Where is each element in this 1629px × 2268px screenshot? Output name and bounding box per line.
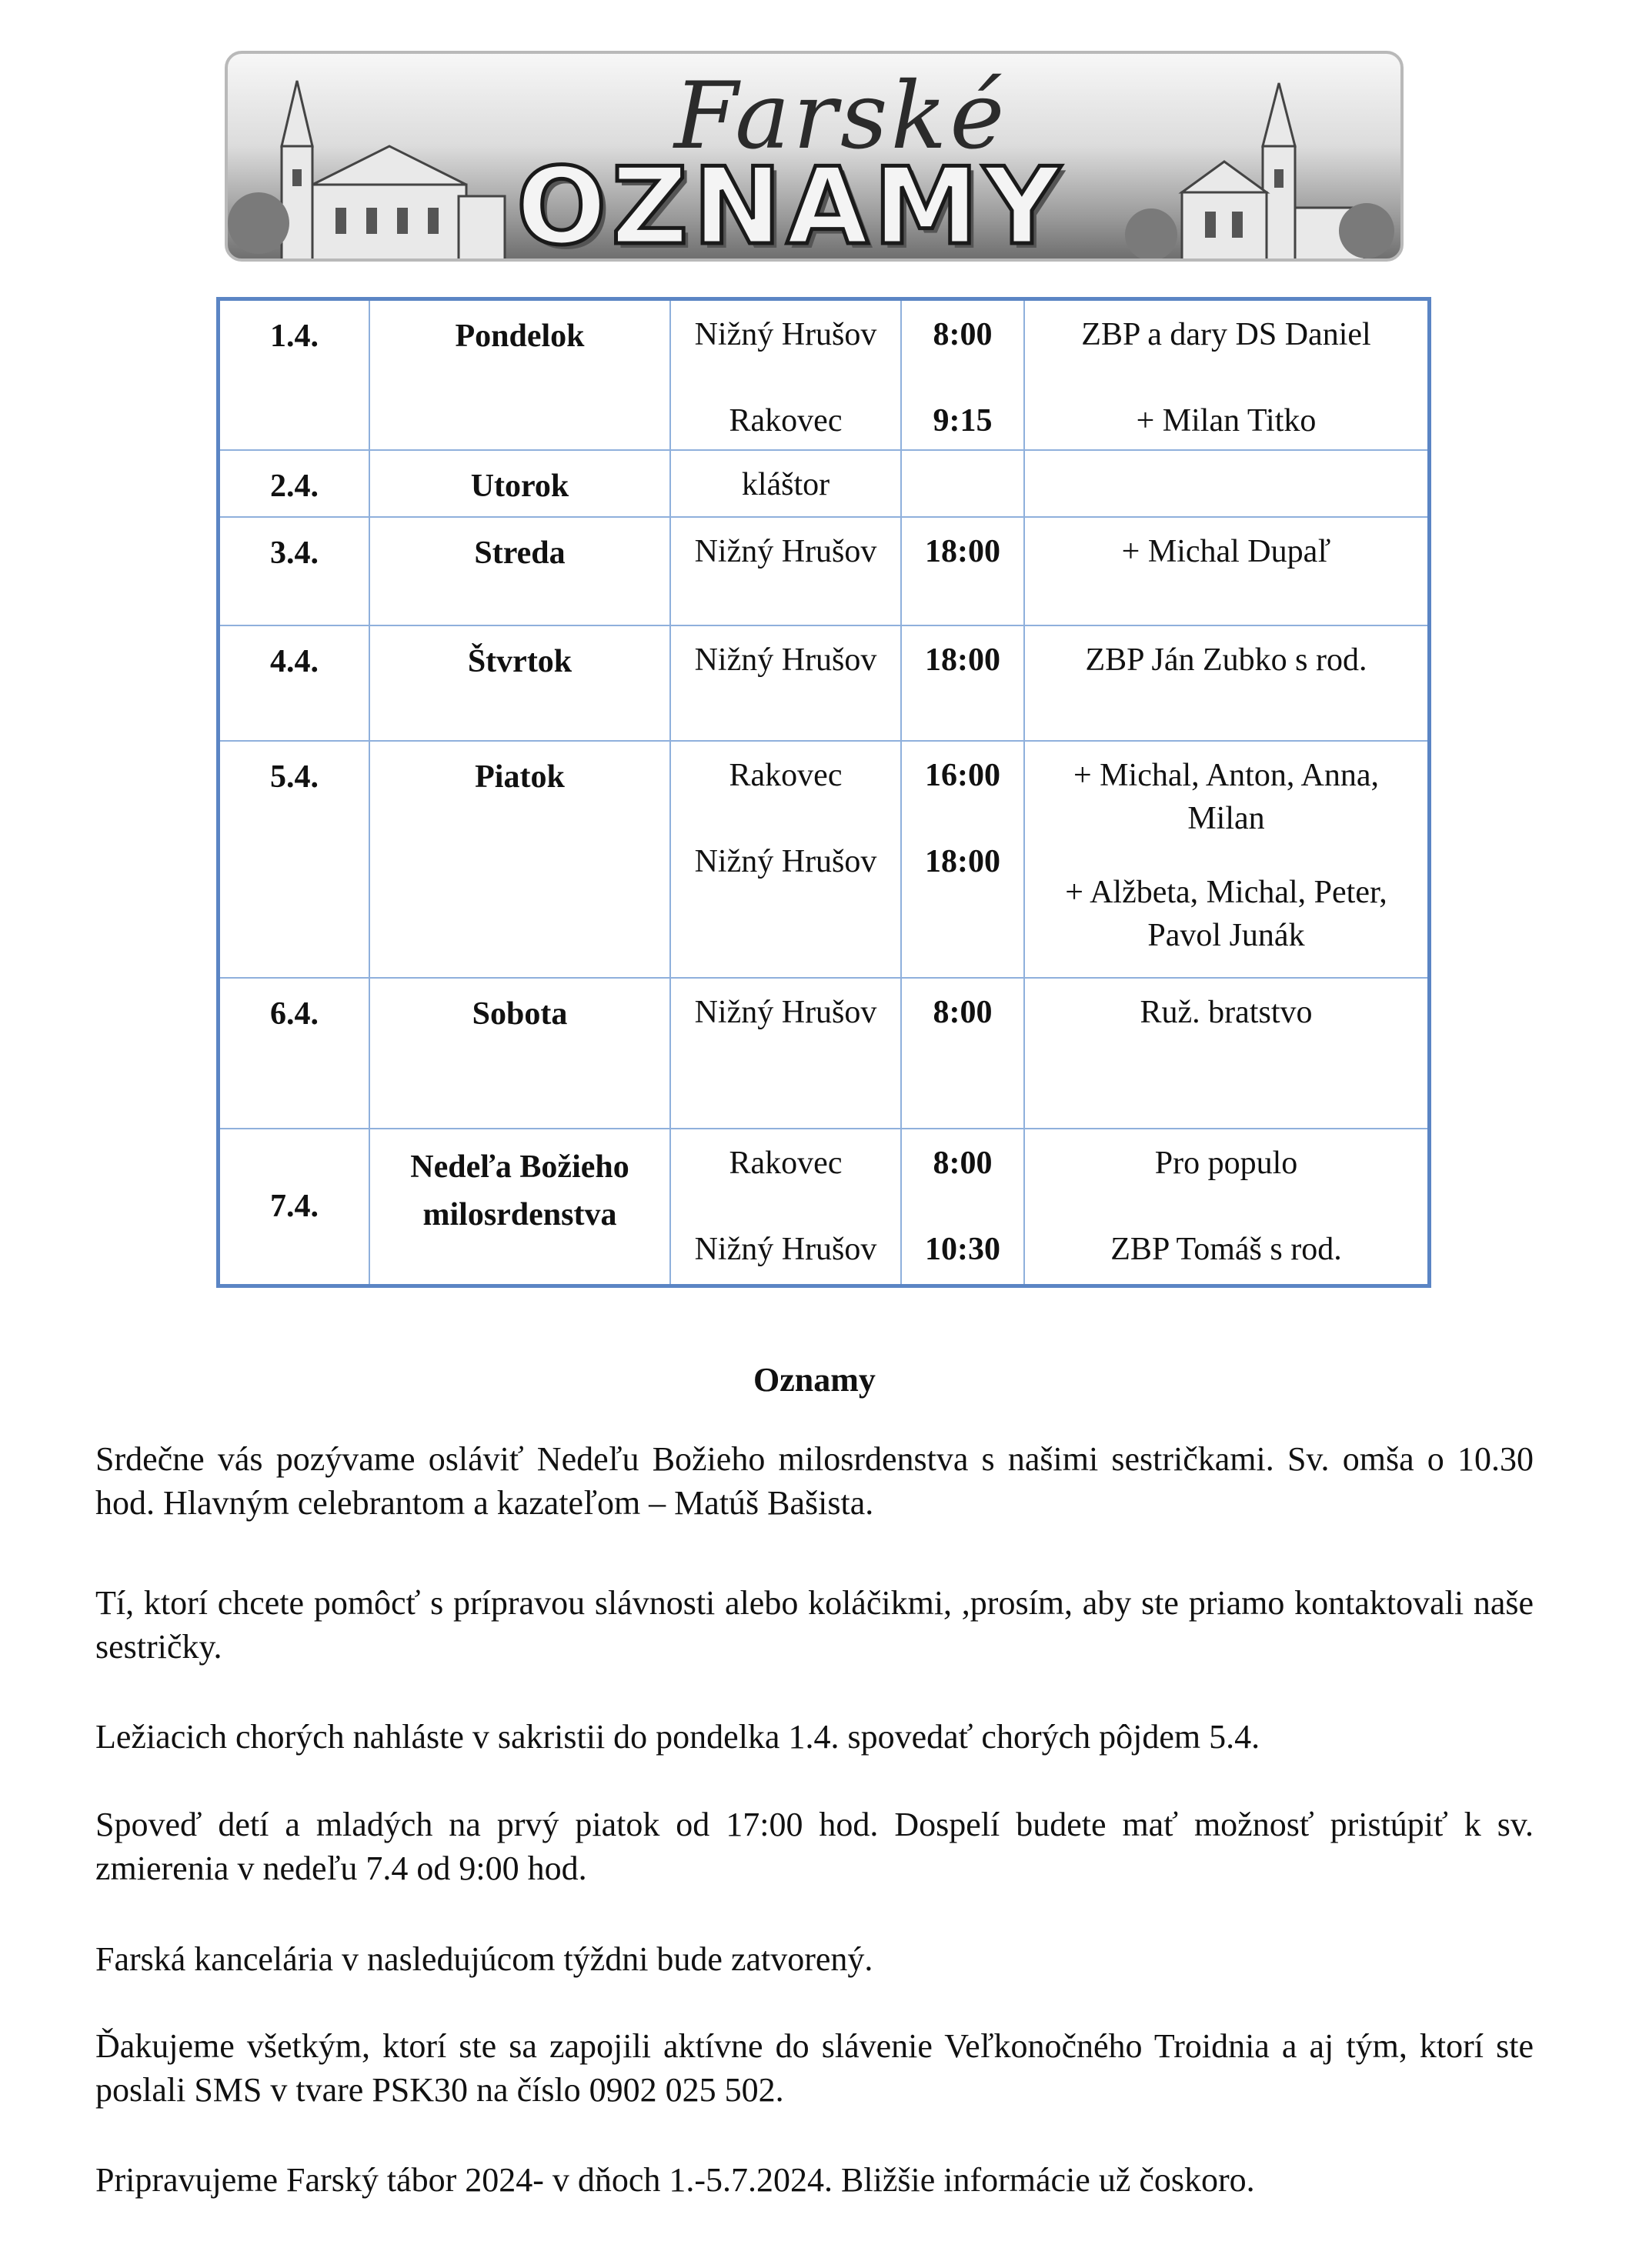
intention-cell (1024, 741, 1430, 978)
table-row (219, 299, 1430, 450)
place-cell (670, 741, 901, 978)
time: 18:00 (925, 843, 1000, 879)
table-row (219, 625, 1430, 741)
intention: + Michal Dupaľ (1121, 533, 1331, 569)
intention-cell (1024, 1129, 1430, 1286)
day-cell: Štvrtok (369, 625, 670, 741)
intention-cell (1024, 978, 1430, 1129)
place: Nižný Hrušov (694, 642, 877, 678)
time: 18:00 (925, 642, 1000, 678)
place-cell (670, 299, 901, 450)
time-cell (901, 299, 1024, 450)
intention: ZBP Ján Zubko s rod. (1085, 642, 1367, 678)
time: 10:30 (925, 1231, 1000, 1267)
date-cell: 7.4. (219, 1129, 370, 1286)
place: Nižný Hrušov (694, 317, 877, 352)
place: Rakovec (729, 403, 843, 439)
intention: ZBP a dary DS Daniel (1081, 317, 1371, 352)
time: 8:00 (933, 1145, 993, 1181)
intention-cell (1024, 517, 1430, 625)
place: kláštor (741, 466, 830, 502)
time-cell (901, 741, 1024, 978)
time-cell (901, 1129, 1024, 1286)
day-cell: Utorok (369, 450, 670, 517)
intention: Ruž. bratstvo (1140, 994, 1313, 1030)
announcement-paragraph: Ďakujeme všetkým, ktorí ste sa zapojili aktívne do slávenie Veľkonočného Troidnia a aj tým, ktorí ste poslali SMS v tvare PSK30 na číslo 0902 025 502. (95, 2027, 1534, 2109)
time: 8:00 (933, 317, 993, 352)
time: 16:00 (925, 757, 1000, 793)
date-cell: 6.4. (219, 978, 370, 1129)
place: Rakovec (729, 1145, 843, 1181)
banner-title: OZNAMY (516, 145, 1065, 262)
date-cell: 2.4. (219, 450, 370, 517)
place: Rakovec (729, 757, 843, 793)
table-row (219, 517, 1430, 625)
day-cell: Piatok (369, 741, 670, 978)
place-cell (670, 517, 901, 625)
date-cell: 1.4. (219, 299, 370, 450)
announcements-heading: Oznamy (753, 1361, 876, 1399)
place-cell (670, 625, 901, 741)
table-row (219, 450, 1430, 517)
table-row (219, 741, 1430, 978)
place: Nižný Hrušov (694, 843, 877, 879)
place: Nižný Hrušov (694, 994, 877, 1030)
announcement-paragraph: Pripravujeme Farský tábor 2024- v dňoch 1.-5.7.2024. Bližšie informácie už čoskoro. (95, 2161, 1255, 2199)
announcement-paragraph: Srdečne vás pozývame osláviť Nedeľu Božieho milosrdenstva s našimi sestričkami. Sv. omša o 10.30 hod. Hlavným celebrantom a kazateľom – Matúš Bašista. (95, 1440, 1534, 1522)
announcement-paragraph: Farská kancelária v nasledujúcom týždni bude zatvorený. (95, 1940, 873, 1978)
date-cell: 4.4. (219, 625, 370, 741)
intention: ZBP Tomáš s rod. (1110, 1231, 1342, 1267)
intention: + Alžbeta, Michal, Peter, Pavol Junák (1065, 874, 1387, 953)
time: 18:00 (925, 533, 1000, 569)
place: Nižný Hrušov (694, 1231, 877, 1267)
header-banner (225, 51, 1404, 262)
announcement-paragraph: Ležiacich chorých nahláste v sakristii do pondelka 1.4. spovedať chorých pôjdem 5.4. (95, 1718, 1260, 1756)
time-cell (901, 517, 1024, 625)
announcement-paragraph: Spoveď detí a mladých na prvý piatok od 17:00 hod. Dospelí budete mať možnosť pristúpiť k sv. zmierenia v nedeľu 7.4 od 9:00 hod. (95, 1806, 1534, 1887)
date-cell: 5.4. (219, 741, 370, 978)
intention: + Milan Titko (1136, 403, 1317, 439)
place-cell (670, 1129, 901, 1286)
intention-cell (1024, 299, 1430, 450)
time-cell (901, 450, 1024, 517)
place-cell (670, 450, 901, 517)
intention: Pro populo (1154, 1145, 1298, 1181)
day-label: Nedeľa Božieho milosrdenstva (410, 1149, 629, 1232)
table-row (219, 1129, 1430, 1286)
intention-cell (1024, 450, 1430, 517)
announcement-paragraph: Tí, ktorí chcete pomôcť s prípravou slávnosti alebo koláčikmi, ,prosím, aby ste priamo kontaktovali naše sestričky. (95, 1584, 1534, 1666)
time-cell (901, 978, 1024, 1129)
mass-schedule-table (216, 297, 1431, 1288)
intention-cell (1024, 625, 1430, 741)
day-cell (369, 1129, 670, 1286)
time: 9:15 (933, 403, 993, 439)
date-cell: 3.4. (219, 517, 370, 625)
place-cell (670, 978, 901, 1129)
banner-title-script: Farské (674, 63, 1008, 170)
intention: + Michal, Anton, Anna, Milan (1073, 757, 1379, 836)
table-row (219, 978, 1430, 1129)
place: Nižný Hrušov (694, 533, 877, 569)
day-cell: Sobota (369, 978, 670, 1129)
time-cell (901, 625, 1024, 741)
time: 8:00 (933, 994, 993, 1030)
day-cell: Streda (369, 517, 670, 625)
day-cell: Pondelok (369, 299, 670, 450)
